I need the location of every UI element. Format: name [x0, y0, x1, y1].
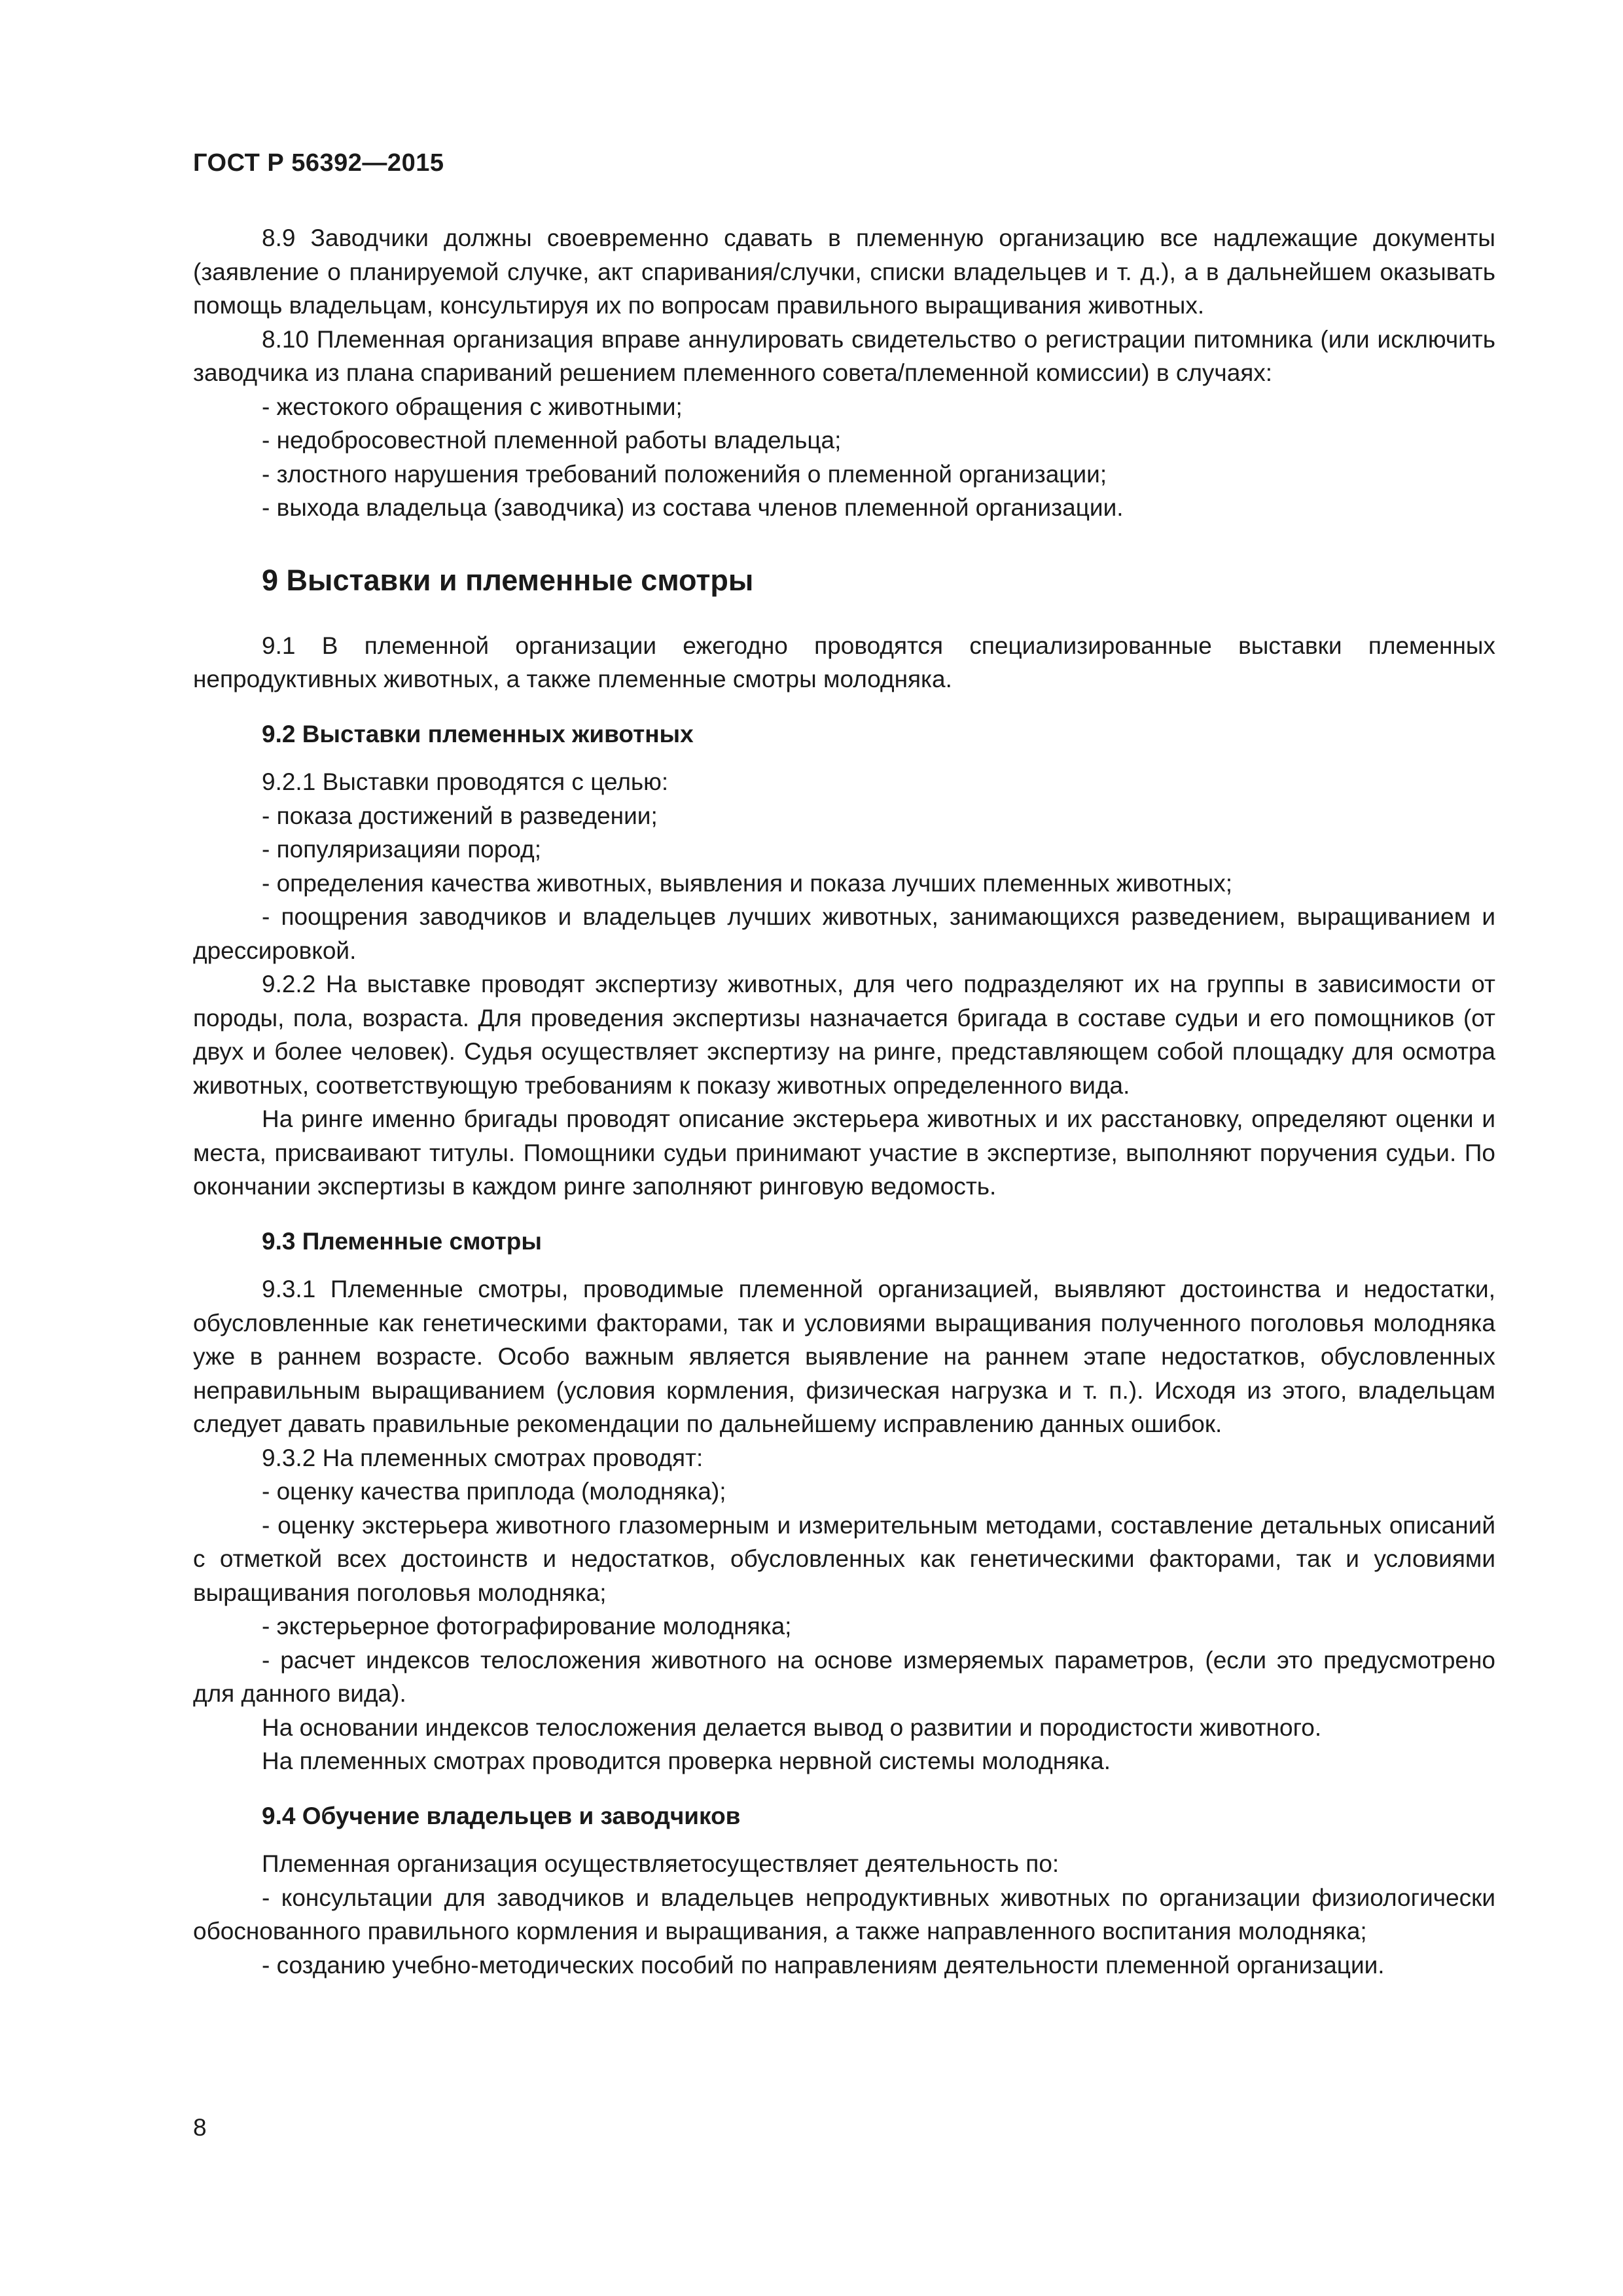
paragraph-9-3-2-nervous: На племенных смотрах проводится проверка нервной системы молодняка.	[262, 1748, 1111, 1774]
list-item: - поощрения заводчиков и владельцев лучших животных, занимающихся разведением, выращиванием и дрессировкой.	[193, 903, 1495, 964]
list-item: - выхода владельца (заводчика) из состава членов племенной организации.	[262, 494, 1124, 521]
list-item: - консультации для заводчиков и владельцев непродуктивных животных по организации физиологически обоснованного правильного кормления и выращивания, а также направленного воспитания молодняка;	[193, 1884, 1495, 1945]
paragraph-8-9: 8.9 Заводчики должны своевременно сдавать в племенную организацию все надлежащие документы (заявление о планируемой случке, акт спаривания/случки, списки владельцев и т. д.), а в дальнейшем оказывать помощь владельцам, консультируя их по вопросам правильного выращивания животных.	[193, 224, 1495, 319]
subsection-9-2-heading: 9.2 Выставки племенных животных	[262, 720, 694, 747]
list-item: - определения качества животных, выявления и показа лучших племенных животных;	[262, 869, 1233, 897]
paragraph-9-2-2-ring: На ринге именно бригады проводят описание экстерьера животных и их расстановку, определяют оценки и места, присваивают титулы. Помощники судьи принимают участие в экспертизе, выполняют поручения судьи. По окончании экспертизы в каждом ринге заполняют ринговую ведомость.	[193, 1105, 1495, 1200]
list-item: - жестокого обращения с животными;	[262, 393, 683, 420]
paragraph-9-3-1: 9.3.1 Племенные смотры, проводимые племенной организацией, выявляют достоинства и недостатки, обусловленные как генетическими факторами, так и условиями выращивания полученного поголовья молодняка уже в раннем возрасте. Особо важным является выявление на раннем этапе недостатков, обусловленных неправильным выращиванием (условия кормления, физическая нагрузка и т. п.). Исходя из этого, владельцам следует давать правильные рекомендации по дальнейшему исправлению данных ошибок.	[193, 1276, 1495, 1437]
standard-code-header: ГОСТ Р 56392—2015	[193, 149, 444, 177]
paragraph-8-10: 8.10 Племенная организация вправе аннулировать свидетельство о регистрации питомника (или исключить заводчика из плана спариваний решением племенного совета/племенной комиссии) в случаях:	[193, 325, 1495, 386]
list-item: - злостного нарушения требований положенийя о племенной организации;	[262, 460, 1107, 488]
section-9-heading: 9 Выставки и племенные смотры	[262, 563, 754, 597]
list-item: - показа достижений в разведении;	[262, 802, 658, 829]
paragraph-9-3-2-indexes: На основании индексов телосложения делается вывод о развитии и породистости животного.	[262, 1713, 1322, 1741]
paragraph-9-1: 9.1 В племенной организации ежегодно проводятся специализированные выставки племенных непродуктивных животных, а также племенные смотры молодняка.	[193, 632, 1495, 692]
document-page	[193, 0, 1495, 2296]
list-item: - оценку экстерьера животного глазомерным и измерительным методами, составление детальных описаний с отметкой всех достоинств и недостатков, обусловленных как генетическими факторами, так и условиями выращивания поголовья молодняка;	[193, 1511, 1495, 1606]
paragraph-9-4: Племенная организация осуществляетосуществляет деятельность по:	[262, 1850, 1060, 1877]
subsection-9-4-heading: 9.4 Обучение владельцев и заводчиков	[262, 1802, 741, 1829]
paragraph-9-2-2: 9.2.2 На выставке проводят экспертизу животных, для чего подразделяют их на группы в зависимости от породы, пола, возраста. Для проведения экспертизы назначается бригада в составе судьи и его помощников (от двух и более человек). Судья осуществляет экспертизу на ринге, представляющем собой площадку для осмотра животных, соответствующую требованиям к показу животных определенного вида.	[193, 971, 1495, 1099]
list-item: - экстерьерное фотографирование молодняка;	[262, 1613, 792, 1640]
subsection-9-3-heading: 9.3 Племенные смотры	[262, 1227, 542, 1255]
list-item: - расчет индексов телосложения животного на основе измеряемых параметров, (если это предусмотрено для данного вида).	[193, 1646, 1495, 1707]
page-number: 8	[193, 2114, 207, 2141]
document-body	[193, 221, 1495, 1982]
paragraph-9-3-2: 9.3.2 На племенных смотрах проводят:	[262, 1444, 704, 1471]
paragraph-9-2-1: 9.2.1 Выставки проводятся с целью:	[262, 768, 669, 795]
list-item: - созданию учебно-методических пособий по направлениям деятельности племенной организации.	[262, 1951, 1385, 1979]
list-item: - популяризацияи пород;	[262, 836, 542, 863]
list-item: - недобросовестной племенной работы владельца;	[262, 427, 842, 454]
list-item: - оценку качества приплода (молодняка);	[262, 1478, 726, 1505]
